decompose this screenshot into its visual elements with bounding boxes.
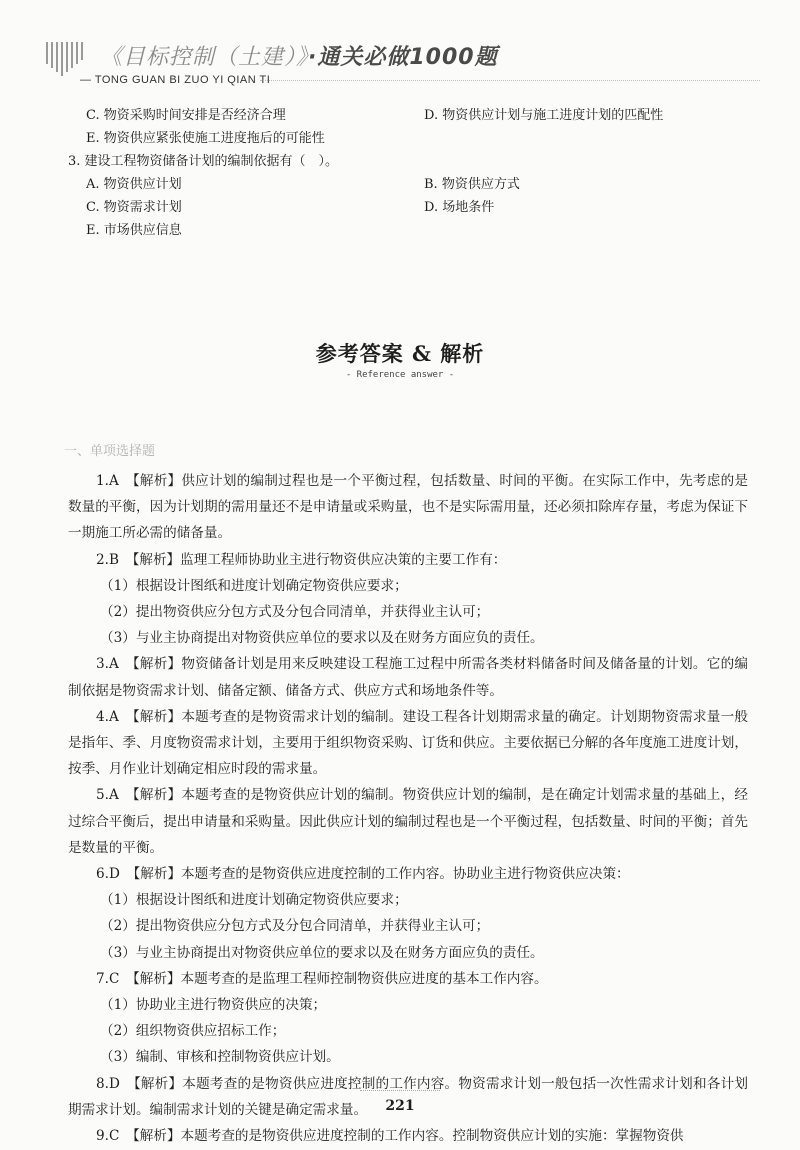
answer-paragraph: 7.C 【解析】本题考查的是监理工程师控制物资供应进度的基本工作内容。 [96,970,548,987]
answer-paragraph: 6.D 【解析】本题考查的是物资供应进度控制的工作内容。协助业主进行物资供应决策： [96,866,630,883]
answer-list-item: （1）协助业主进行物资供应的决策； [100,997,327,1014]
section-label: 一、单项选择题 [64,444,156,459]
answer-list-item: （3）编制、审核和控制物资供应计划。 [100,1049,340,1066]
answer-paragraph: 1.A 【解析】供应计划的编制过程也是一个平衡过程，包括数量、时间的平衡。在实际工作中，先考虑的是数量的平衡，因为计划期的需用量还不是申请量或采购量，也不是实际需用量，还必须扣除库存量，考虑为保证下一期施工所必需的储备量。 [68,473,748,542]
answer-paragraph: 2.B 【解析】监理工程师协助业主进行物资供应决策的主要工作有： [96,551,507,568]
header-divider [260,80,760,81]
question-3-stem: 3. 建设工程物资储备计划的编制依据有（ ）。 [68,154,339,169]
question-block [68,104,748,242]
answers-title: 参考答案 & 解析 [315,341,485,366]
answer-list-item: （3）与业主协商提出对物资供应单位的要求以及在财务方面应负的责任。 [100,630,544,647]
option-d-prev: D. 物资供应计划与施工进度计划的匹配性 [424,108,664,123]
option-a: A. 物资供应计划 [86,177,182,192]
option-e-prev: E. 物资供应紧张使施工进度拖后的可能性 [86,131,325,146]
answer-paragraph: 5.A 【解析】本题考查的是物资供应计划的编制。物资供应计划的编制，是在确定计划需求量的基础上，经过综合平衡后，提出申请量和采购量。因此供应计划的编制过程也是一个平衡过程，包括数量、时间的平衡；首先是数量的平衡。 [68,787,748,856]
answer-list-item: （1）根据设计图纸和进度计划确定物资供应要求； [100,577,408,594]
page-number: 221 [385,1098,415,1114]
book-title-accent: ·通关必做1000题 [308,45,498,70]
answer-list-item: （1）根据设计图纸和进度计划确定物资供应要求； [100,892,408,909]
page-number-ornament [360,1090,440,1091]
answers-subtitle: - Reference answer - [345,370,455,380]
option-e: E. 市场供应信息 [86,223,182,238]
answer-body [68,468,748,1149]
answer-list-item: （2）提出物资供应分包方式及分包合同清单，并获得业主认可； [100,604,490,621]
book-title-main: 《目标控制（土建）》 [100,45,309,70]
answer-list-item: （3）与业主协商提出对物资供应单位的要求以及在财务方面应负的责任。 [100,944,544,961]
answer-paragraph: 8.D 【解析】本题考查的是物资供应进度控制的工作内容。物资需求计划一般包括一次性需求计划和各计划期需求计划。编制需求计划的关键是确定需求量。 [68,1075,748,1118]
option-c: C. 物资需求计划 [86,200,182,215]
option-d: D. 场地条件 [424,200,495,215]
answer-list-item: （2）组织物资供应招标工作； [100,1023,286,1040]
answer-paragraph: 4.A 【解析】本题考查的是物资需求计划的编制。建设工程各计划期需求量的确定。计划期物资需求量一般是指年、季、月度物资需求计划，主要用于组织物资采购、订货和供应。主要依据已分解的各年度施工进度计划，按季、月作业计划确定相应时段的需求量。 [68,708,748,778]
running-header [40,38,760,88]
answer-paragraph: 9.C 【解析】本题考查的是物资供应进度控制的工作内容。控制物资供应计划的实施：掌握物资供 [96,1128,684,1145]
option-b: B. 物资供应方式 [424,177,520,192]
book-subtitle: — TONG GUAN BI ZUO YI QIAN TI [80,74,271,86]
option-c-prev: C. 物资采购时间安排是否经济合理 [86,108,286,123]
book-title [100,40,498,71]
header-stripes-decoration [46,42,90,76]
answer-list-item: （2）提出物资供应分包方式及分包合同清单，并获得业主认可； [100,918,490,935]
answer-paragraph: 3.A 【解析】物资储备计划是用来反映建设工程施工过程中所需各类材料储备时间及储备量的计划。它的编制依据是物资需求计划、储备定额、储备方式、供应方式和场地条件等。 [68,656,748,699]
